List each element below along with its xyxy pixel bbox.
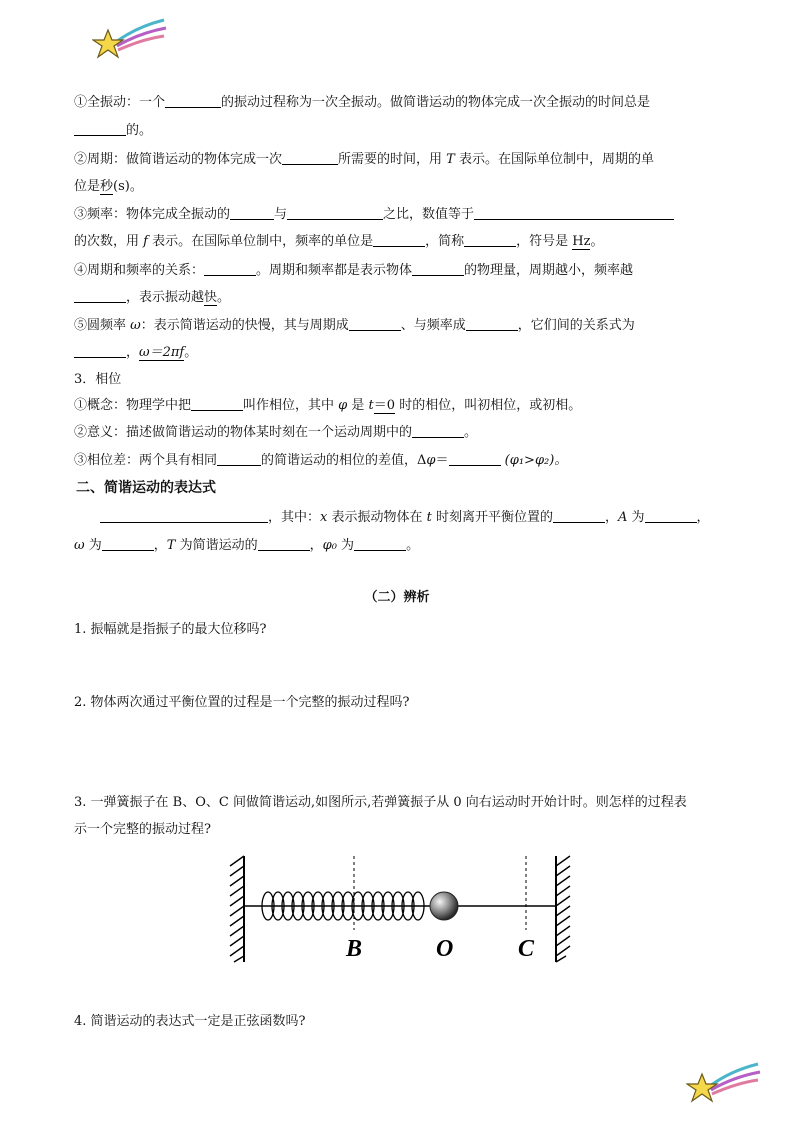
answer-zero: 0: [386, 398, 396, 413]
blank: [354, 536, 406, 551]
text: 与: [274, 207, 288, 222]
text: ，: [605, 510, 619, 525]
para-period-cont: [74, 177, 794, 197]
blank: [102, 536, 154, 551]
text: ，: [126, 345, 140, 360]
para-full-vibration: [74, 93, 794, 113]
text: 、与频率成: [400, 318, 466, 333]
text: ③频率：物体完成全振动的: [74, 207, 231, 222]
blank: [217, 451, 261, 466]
blank: [464, 232, 516, 247]
blank: [466, 316, 518, 331]
question-3-cont: [74, 820, 794, 840]
answer-second: 秒: [100, 179, 114, 194]
symbol-phi0: φ₀: [322, 538, 337, 553]
text: ：表示简谐运动的快慢，其与周期成: [140, 318, 349, 333]
text: ，它们间的关系式为: [517, 318, 635, 333]
text: 叫作相位，其中: [243, 398, 339, 413]
formula-omega: ω＝2πf: [139, 345, 185, 360]
symbol-phi: φ: [426, 453, 436, 468]
label-b: B: [346, 936, 363, 962]
question-text: 4. 简谐运动的表达式一定是正弦函数吗?: [74, 1014, 306, 1029]
subsection-analysis: [0, 588, 794, 608]
question-4: [74, 1012, 794, 1032]
question-text: 3. 一弹簧振子在 B、O、C 间做简谐运动,如图所示,若弹簧振子从 0 向右运动时开始计时。则怎样的过程表: [74, 795, 687, 810]
text: 。: [217, 290, 231, 305]
para-phase-difference: [74, 451, 794, 471]
text: 为简谐运动的: [175, 538, 258, 553]
text: ，: [309, 538, 323, 553]
blank: [373, 232, 425, 247]
para-period-frequency: [74, 261, 794, 281]
para-expression: [100, 508, 794, 528]
blank: [474, 205, 674, 220]
text: ＝: [435, 453, 449, 468]
para-period: [74, 150, 794, 170]
text: 的简谐运动的相位的差值，Δ: [261, 453, 427, 468]
blank: [553, 508, 605, 523]
question-text: 示一个完整的振动过程?: [74, 822, 211, 837]
blank: [645, 508, 697, 523]
symbol-x: x: [320, 510, 328, 525]
para-frequency-cont: [74, 232, 794, 252]
question-2: [74, 693, 794, 713]
text: 位是: [74, 179, 101, 194]
blank: [74, 343, 126, 358]
symbol-T: T: [166, 538, 176, 553]
text: ②意义：描述做简谐运动的物体某时刻在一个运动周期中的: [74, 425, 413, 440]
symbol-omega: ω: [74, 538, 85, 553]
text: ，符号是: [516, 234, 573, 249]
star-decoration-top: [92, 16, 168, 60]
para-phase-concept: [74, 396, 794, 416]
question-text: 2. 物体两次通过平衡位置的过程是一个完整的振动过程吗?: [74, 695, 410, 710]
blank: [74, 288, 126, 303]
answer-fast: 快: [204, 290, 218, 305]
text: 为: [336, 538, 355, 553]
question-1: [74, 620, 794, 640]
blank: [204, 261, 256, 276]
text: ，简称: [425, 234, 465, 249]
heading: 3．相位: [74, 372, 122, 387]
text: 。: [464, 425, 478, 440]
text: 表示。在国际单位制中，周期的单: [454, 152, 654, 167]
left-wall-hatch: [230, 856, 244, 962]
blank: [449, 451, 501, 466]
blank: [191, 396, 243, 411]
blank: [100, 508, 268, 523]
text: ②周期：做简谐运动的物体完成一次: [74, 152, 283, 167]
text: ①全振动：一个: [74, 95, 166, 110]
para-frequency: [74, 205, 794, 225]
text: 的振动过程称为一次全振动。做简谐运动的物体完成一次全振动的时间总是: [221, 95, 651, 110]
text: 所需要的时间，用: [338, 152, 447, 167]
text: 是: [347, 398, 369, 413]
text: ①概念：物理学中把: [74, 398, 192, 413]
section-phase: [74, 370, 794, 390]
heading: （二）辨析: [364, 590, 430, 605]
heading: 二、简谐运动的表达式: [76, 480, 216, 496]
question-text: 1. 振幅就是指振子的最大位移吗?: [74, 622, 267, 637]
label-c: C: [518, 936, 535, 962]
text: 表示。在国际单位制中，频率的单位是: [147, 234, 374, 249]
text: 的次数，用: [74, 234, 144, 249]
symbol-t: t: [368, 398, 374, 413]
right-wall-hatch: [556, 856, 570, 962]
text: ⑤圆频率: [74, 318, 131, 333]
text: 。: [184, 345, 198, 360]
blank: [412, 423, 464, 438]
answer-hz: Hz: [572, 234, 591, 249]
text: 的物理量，周期越小，频率越: [464, 263, 634, 278]
blank: [412, 261, 464, 276]
text: ＝: [373, 398, 387, 413]
para-phase-meaning: [74, 423, 794, 443]
blank: [165, 93, 221, 108]
text: 时刻离开平衡位置的: [431, 510, 553, 525]
text: (φ₁>φ₂)。: [500, 453, 568, 468]
text: 。: [590, 234, 604, 249]
text: ，: [696, 510, 710, 525]
symbol-f: f: [143, 234, 148, 249]
spring-oscillator-figure: [226, 852, 576, 968]
blank: [258, 536, 310, 551]
para-expression-cont: [74, 536, 794, 556]
blank: [74, 121, 126, 136]
para-full-vibration-cont: [74, 121, 794, 141]
text: ③相位差：两个具有相同: [74, 453, 218, 468]
text: 。周期和频率都是表示物体: [256, 263, 413, 278]
oscillator-ball: [430, 892, 458, 920]
para-period-frequency-cont: [74, 288, 794, 308]
text: ，: [153, 538, 167, 553]
symbol-A: A: [618, 510, 628, 525]
text: 为: [627, 510, 645, 525]
symbol-T: T: [446, 152, 455, 167]
blank: [230, 205, 274, 220]
text: ，其中：: [268, 510, 321, 525]
symbol-t: t: [426, 510, 432, 525]
text: 之比，数值等于: [383, 207, 475, 222]
para-angular-frequency-cont: [74, 343, 794, 363]
label-o: O: [436, 936, 454, 962]
text: 时的相位，叫初相位，或初相。: [395, 398, 582, 413]
text: 。: [406, 538, 420, 553]
blank: [287, 205, 383, 220]
text: 表示振动物体在: [327, 510, 427, 525]
text: (s)。: [113, 179, 143, 194]
text: ④周期和频率的关系：: [74, 263, 205, 278]
section-expression-heading: [76, 478, 794, 498]
blank: [349, 316, 401, 331]
blank: [282, 150, 338, 165]
symbol-omega: ω: [130, 318, 141, 333]
para-angular-frequency: [74, 316, 794, 336]
text: ，表示振动越: [126, 290, 205, 305]
star-decoration-bottom: [686, 1060, 762, 1104]
symbol-phi: φ: [338, 398, 348, 413]
text: 的。: [126, 123, 153, 138]
text: 为: [84, 538, 102, 553]
question-3: [74, 793, 794, 813]
